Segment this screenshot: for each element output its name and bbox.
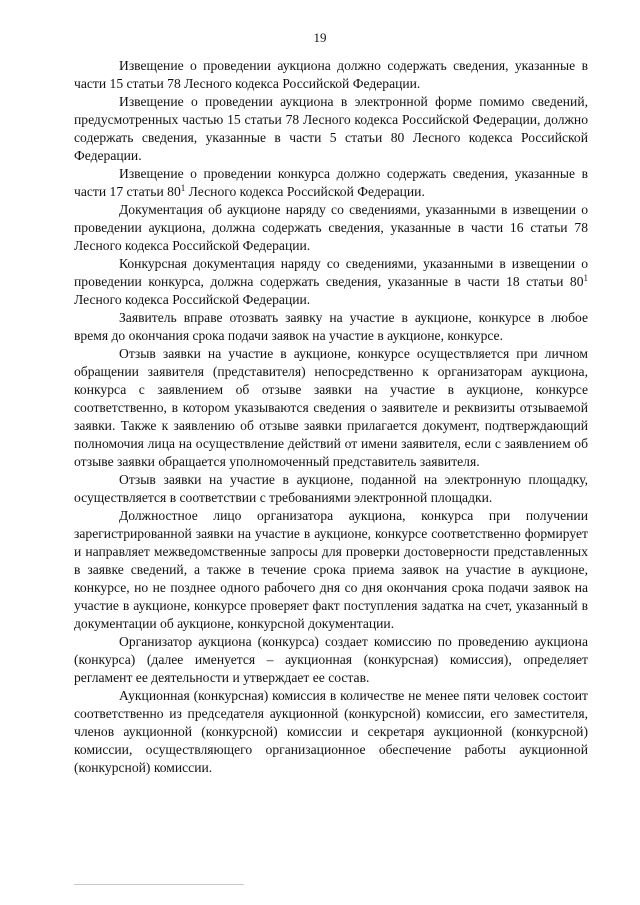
paragraph: Извещение о проведении аукциона в электронной форме помимо сведений, предусмотренных частью 15 статьи 78 Лесного кодекса Российской Федерации, должно содержать сведения, указанные в части 5 статьи 80 Лесного кодекса Российской Федерации. — [74, 94, 588, 163]
superscript: 1 — [583, 273, 588, 283]
paragraph: Аукционная (конкурсная) комиссия в количестве не менее пяти человек состоит соответственно из председателя аукционной (конкурсной) комиссии, его заместителя, членов аукционной (конкурсной) комиссии и секретаря аукционной (конкурсной) комиссии, осуществляющего организационное обеспечение работы аукционной (конкурсной) комиссии. — [74, 688, 588, 775]
page-number: 19 — [313, 30, 327, 45]
paragraph: Заявитель вправе отозвать заявку на участие в аукционе, конкурсе в любое время до окончания срока подачи заявок на участие в аукционе, конкурсе. — [74, 310, 588, 343]
footer-divider — [74, 884, 244, 885]
document-body — [74, 57, 588, 777]
paragraph: Извещение о проведении аукциона должно содержать сведения, указанные в части 15 статьи 78 Лесного кодекса Российской Федерации. — [74, 58, 588, 91]
paragraph: Отзыв заявки на участие в аукционе, конкурсе осуществляется при личном обращении заявителя (представителя) непосредственно к организаторам аукциона, конкурса с заявлением об отзыве заявки на участие в аукционе, конкурсе соответственно, в котором указываются сведения о заявителе и реквизиты отзываемой заявки. Также к заявлению об отзыве заявки прилагается документ, подтверждающий полномочия лица на осуществление действий от имени заявителя, если с заявлением об отзыве заявки обращается уполномоченный представитель заявителя. — [74, 346, 588, 469]
superscript: 1 — [180, 183, 186, 193]
paragraph: Конкурсная документация наряду со сведениями, указанными в извещении о проведении конкурса, должна содержать сведения, указанные в части 18 статьи $80^1$ Лесного кодекса Российской Федерации. — [74, 256, 588, 307]
paragraph: Организатор аукциона (конкурса) создает комиссию по проведению аукциона (конкурса) (далее именуется – аукционная (конкурсная) комиссия), определяет регламент ее деятельности и утверждает ее состав. — [74, 634, 588, 685]
paragraph: Извещение о проведении конкурса должно содержать сведения, указанные в части 17 статьи $80^1$ Лесного кодекса Российской Федерации. — [74, 166, 588, 199]
paragraph: Отзыв заявки на участие в аукционе, поданной на электронную площадку, осуществляется в соответствии с требованиями электронной площадки. — [74, 472, 588, 505]
paragraph: Документация об аукционе наряду со сведениями, указанными в извещении о проведении аукциона, должна содержать сведения, указанные в части 16 статьи 78 Лесного кодекса Российской Федерации. — [74, 202, 588, 253]
paragraph: Должностное лицо организатора аукциона, конкурса при получении зарегистрированной заявки на участие в аукционе, конкурсе соответственно формирует и направляет межведомственные запросы для проверки достоверности представленных в заявке сведений, а также в течение срока приема заявок на участие в аукционе, конкурсе, но не позднее одного рабочего дня со дня окончания срока подачи заявок на участие в аукционе, конкурсе проверяет факт поступления задатка на счет, указанный в документации об аукционе, конкурсной документации. — [74, 508, 588, 631]
